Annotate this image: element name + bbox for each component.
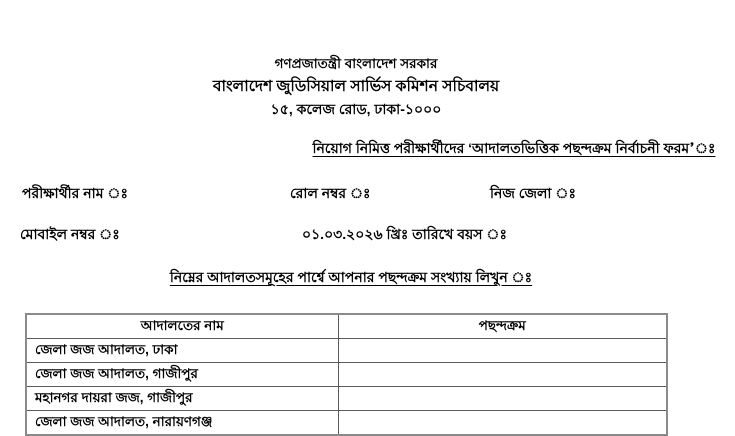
preference-cell (338, 363, 667, 387)
organization-name: বাংলাদেশ জুডিসিয়াল সার্ভিস কমিশন সচিবালয় (212, 78, 500, 95)
court-name-cell: জেলা জজ আদালত, ঢাকা (26, 339, 338, 363)
government-name: গণপ্রজাতন্ত্রী বাংলাদেশ সরকার (274, 56, 438, 71)
mobile-number-label: মোবাইল নম্বর ঃ (20, 226, 120, 242)
court-name-cell: জেলা জজ আদালত, গাজীপুর (26, 363, 338, 387)
table-header-row (26, 314, 667, 339)
preference-header: পছন্দক্রম (338, 314, 667, 339)
preference-cell (338, 339, 667, 363)
age-on-date-label: ০১.০৩.২০২৬ খ্রিঃ তারিখে বয়স ঃ (302, 226, 507, 242)
preference-instruction: নিম্নের আদালতসমূহের পার্শ্বে আপনার পছন্দক্রম সংখ্যায় লিখুন ঃ (169, 269, 533, 285)
court-name-header: আদালতের নাম (26, 314, 338, 339)
court-name-cell: মহানগর দায়রা জজ, গাজীপুর (26, 387, 338, 411)
organization-address: ১৫, কলেজ রোড, ঢাকা-১০০০ (270, 101, 442, 117)
form-title: নিয়োগ নিমিত্ত পরীক্ষার্থীদের ‘আদালতভিত্তিক পছন্দক্রম নির্বাচনী ফরম’ঃ (312, 140, 716, 156)
roll-number-label: রোল নম্বর ঃ (290, 185, 371, 201)
court-preference-table (25, 313, 668, 436)
court-name-cell: জেলা জজ আদালত, নারায়ণগঞ্জ (26, 411, 338, 436)
table-row (26, 339, 667, 363)
letterhead (0, 53, 712, 120)
table-row (26, 363, 667, 387)
preference-cell (338, 387, 667, 411)
table-row (26, 411, 667, 436)
candidate-name-label: পরীক্ষার্থীর নাম ঃ (22, 185, 128, 201)
preference-cell (338, 411, 667, 436)
table-body (26, 339, 667, 436)
home-district-label: নিজ জেলা ঃ (490, 185, 576, 201)
table-row (26, 387, 667, 411)
